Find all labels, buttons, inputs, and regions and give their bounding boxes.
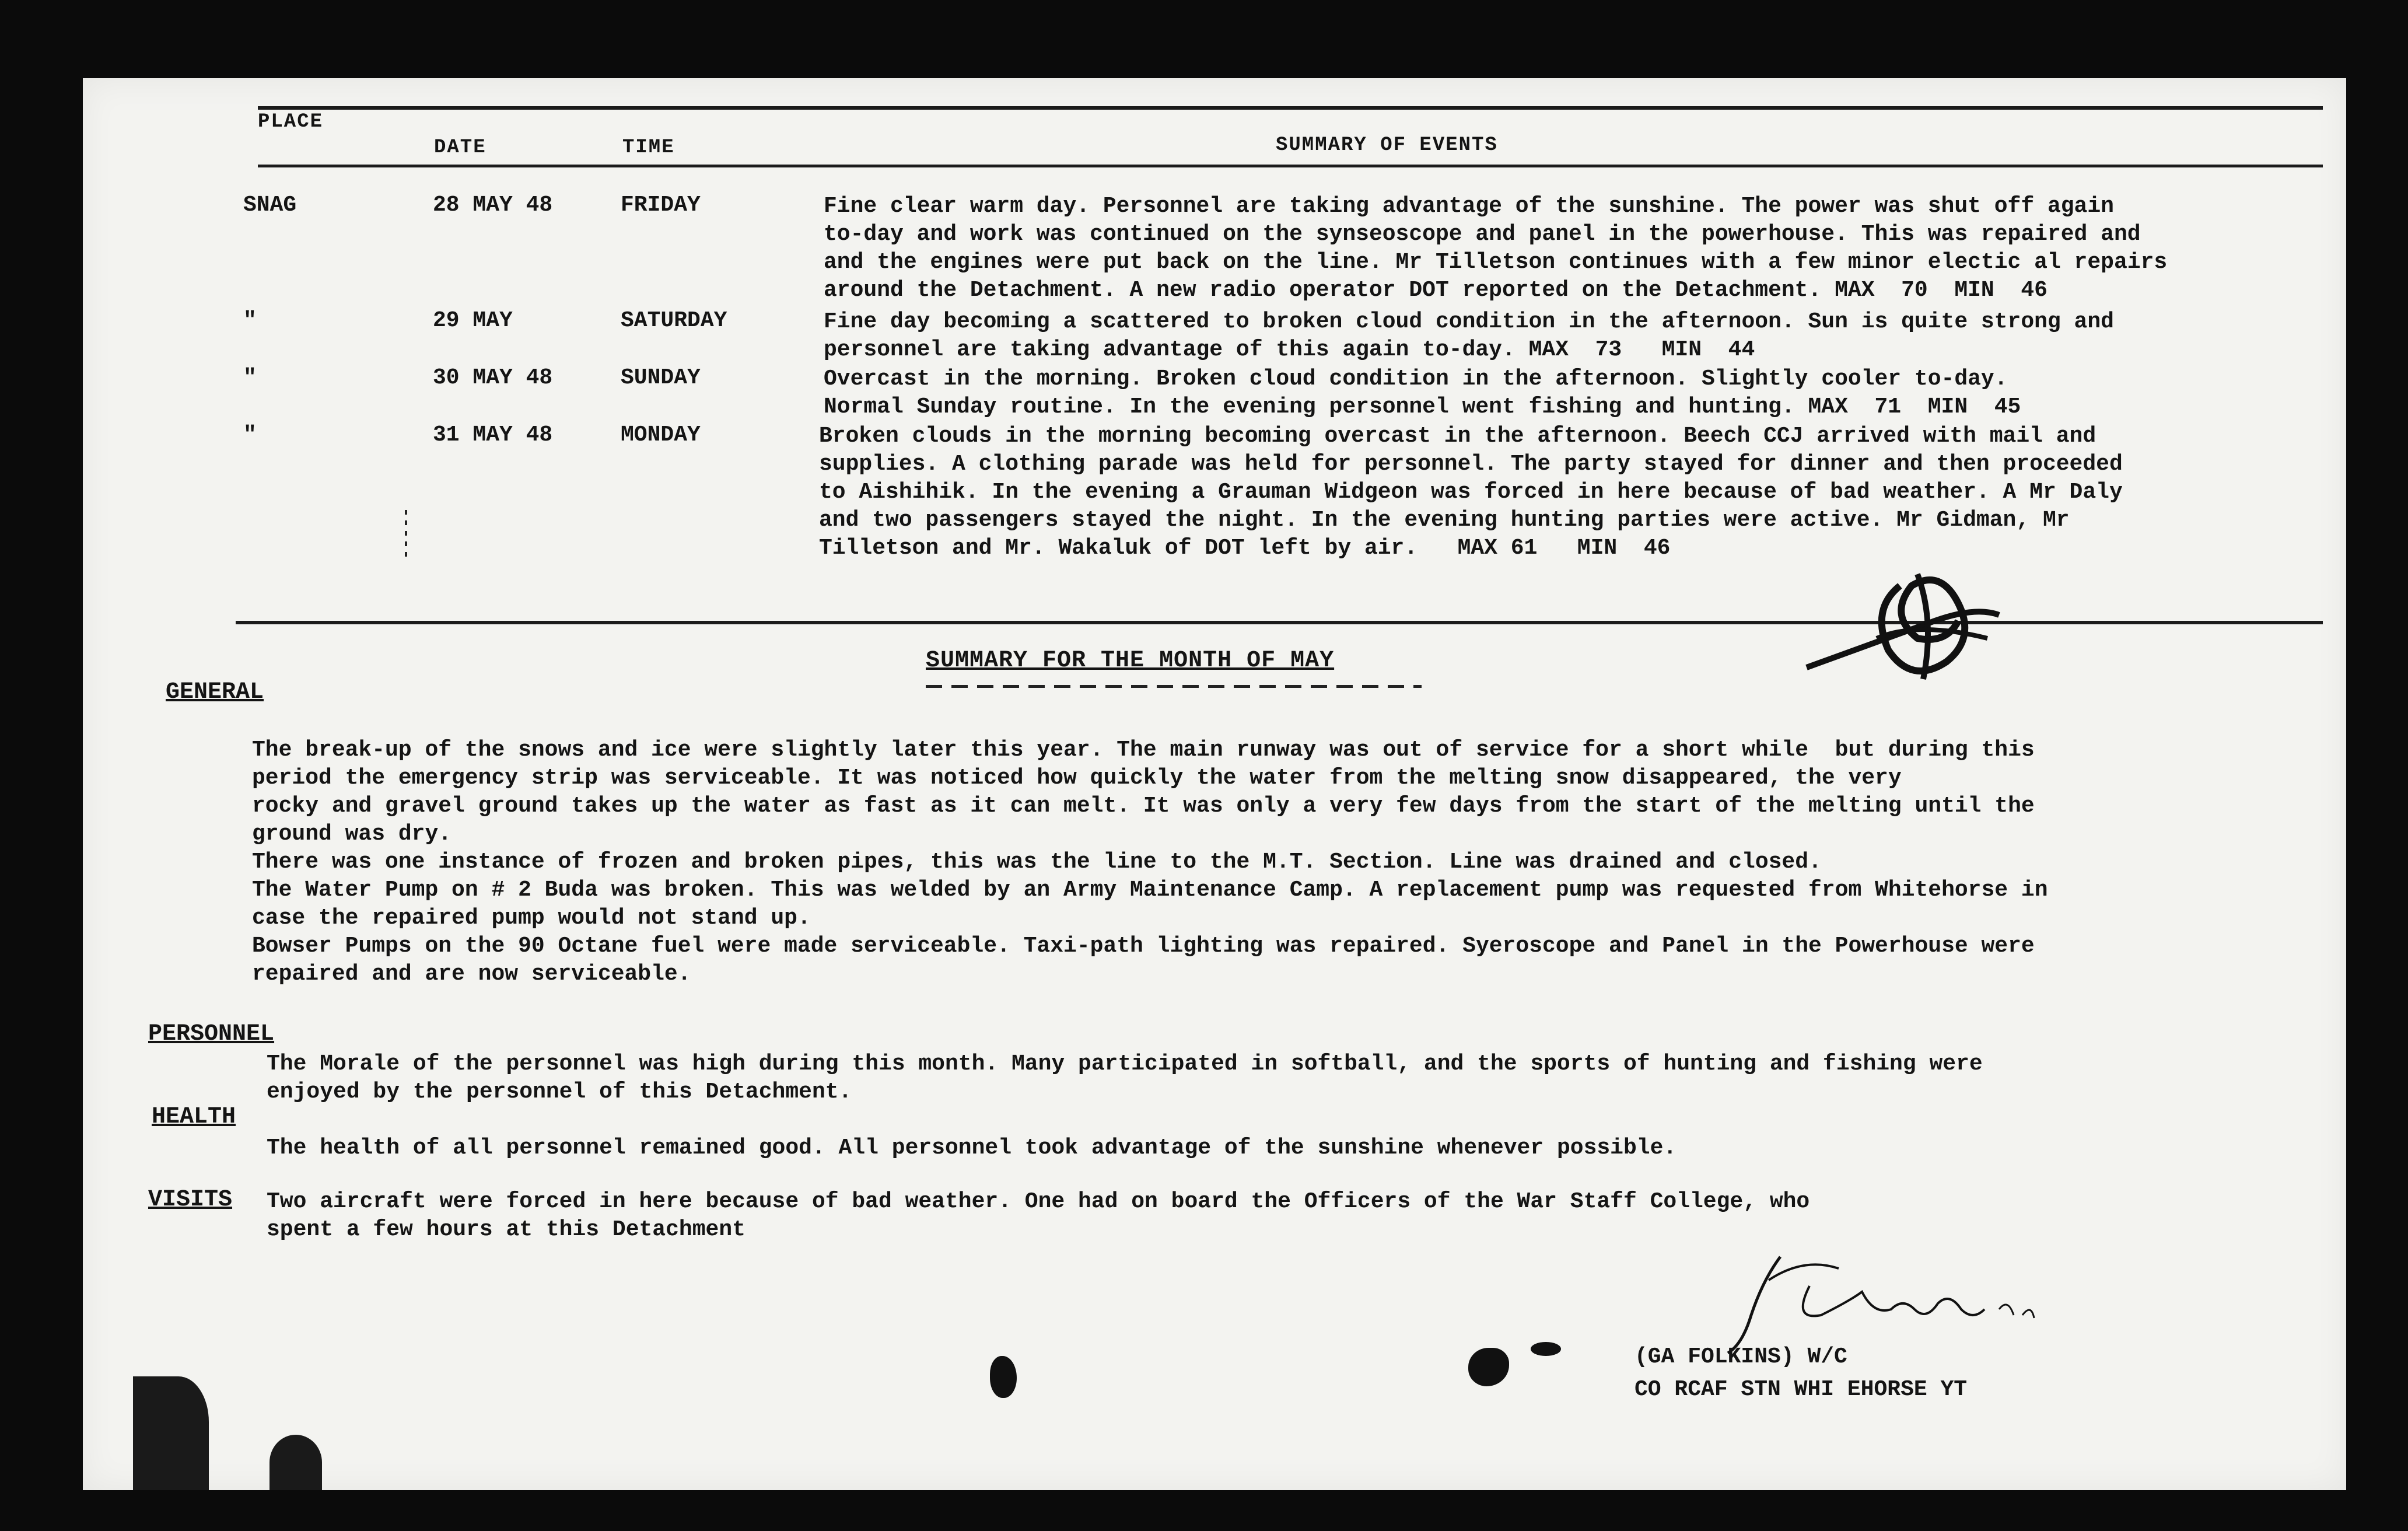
torn-edge xyxy=(270,1435,322,1490)
torn-edge xyxy=(133,1376,209,1490)
header-top-rule xyxy=(258,106,2323,110)
entry-place: " xyxy=(243,308,257,333)
ink-blot xyxy=(1468,1348,1509,1386)
header-time: TIME xyxy=(622,137,675,159)
handwritten-signature xyxy=(1716,1245,2043,1356)
entry-time: SUNDAY xyxy=(621,365,701,390)
header-summary: SUMMARY OF EVENTS xyxy=(1276,134,1498,156)
entry-time: MONDAY xyxy=(621,422,701,448)
general-label: GENERAL xyxy=(166,679,264,705)
entry-date: 28 MAY 48 xyxy=(433,193,553,218)
header-bottom-rule xyxy=(258,165,2323,167)
entry-text: Overcast in the morning. Broken cloud condition in the afternoon. Slightly cooler to-day. Normal Sunday routine. In the evening personnel went fishing and hunting. MAX 71 MIN 45 xyxy=(824,366,2021,420)
entry-place: SNAG xyxy=(243,193,297,218)
entry-date: 30 MAY 48 xyxy=(433,365,553,390)
entry-place: " xyxy=(243,365,257,390)
visits-text: Two aircraft were forced in here because of bad weather. One had on board the Officers of the War Staff College, who spent a few hours at this Detachment xyxy=(267,1189,1810,1242)
entry-time: SATURDAY xyxy=(621,308,727,333)
signature-name: (GA FOLKINS) W/C xyxy=(1634,1344,1847,1369)
summary-title: SUMMARY FOR THE MONTH OF MAY xyxy=(926,648,1335,674)
entry-place: " xyxy=(243,422,257,448)
ink-blot xyxy=(1531,1342,1561,1356)
header-place: PLACE xyxy=(258,111,324,133)
personnel-label: PERSONNEL xyxy=(148,1021,275,1047)
general-text: The break-up of the snows and ice were slightly later this year. The main runway was out of service for a short while but during this period the emergency strip was serviceable. It was noticed how quickly the water from the melting snow disappeared, the very rocky and gravel ground takes up the water as fast as it can melt. It was only a very few days from the start of the melting until the ground was dry. There was one instance of frozen and broken pipes, this was the line to the M.T. Section. Line was drained and closed. The Water Pump on # 2 Buda was broken. This was welded by an Army Maintenance Camp. A replacement pump was requested from Whitehorse in case the repaired pump would not stand up. Bowser Pumps on the 90 Octane fuel were made serviceable. Taxi-path lighting was repaired. Syeroscope and Panel in the Powerhouse were repaired and are now serviceable. xyxy=(252,737,2048,987)
entry-text: Fine clear warm day. Personnel are taking advantage of the sunshine. The power was shut off again to-day and work was continued on the synseoscope and panel in the powerhouse. This was repaired and and the engines were put back on the line. Mr Tilletson continues with a few minor electic al repairs around the Detachment. A new radio operator DOT reported on the Detachment. MAX 70 MIN 46 xyxy=(824,194,2168,303)
health-text: The health of all personnel remained good. All personnel took advantage of the sunshine whenever possible. xyxy=(267,1135,1677,1161)
dotted-mark xyxy=(405,510,407,562)
entry-text: Fine day becoming a scattered to broken cloud condition in the afternoon. Sun is quite strong and personnel are taking advantage of this again to-day. MAX 73 MIN 44 xyxy=(824,309,2114,362)
summary-title-dashes xyxy=(926,685,1422,688)
entry-date: 31 MAY 48 xyxy=(433,422,553,448)
entry-time: FRIDAY xyxy=(621,193,701,218)
header-date: DATE xyxy=(434,137,487,159)
health-label: HEALTH xyxy=(152,1104,236,1130)
document-sheet xyxy=(83,78,2346,1490)
signature-title: CO RCAF STN WHI EHORSE YT xyxy=(1634,1377,1968,1402)
entry-text: Broken clouds in the morning becoming overcast in the afternoon. Beech CCJ arrived with mail and supplies. A clothing parade was held for personnel. The party stayed for dinner and then proceeded to Aishihik. In the evening a Grauman Widgeon was forced in here because of bad weather. A Mr Daly and two passengers stayed the night. In the evening hunting parties were active. Mr Gidman, Mr Tilletson and Mr. Wakaluk of DOT left by air. MAX 61 MIN 46 xyxy=(819,424,2123,561)
entry-date: 29 MAY xyxy=(433,308,513,333)
personnel-text: The Morale of the personnel was high during this month. Many participated in softball, and the sports of hunting and fishing were enjoyed by the personnel of this Detachment. xyxy=(267,1051,1983,1104)
ink-blot xyxy=(990,1356,1017,1398)
visits-label: VISITS xyxy=(148,1187,233,1213)
initials-scribble xyxy=(1801,551,2011,708)
